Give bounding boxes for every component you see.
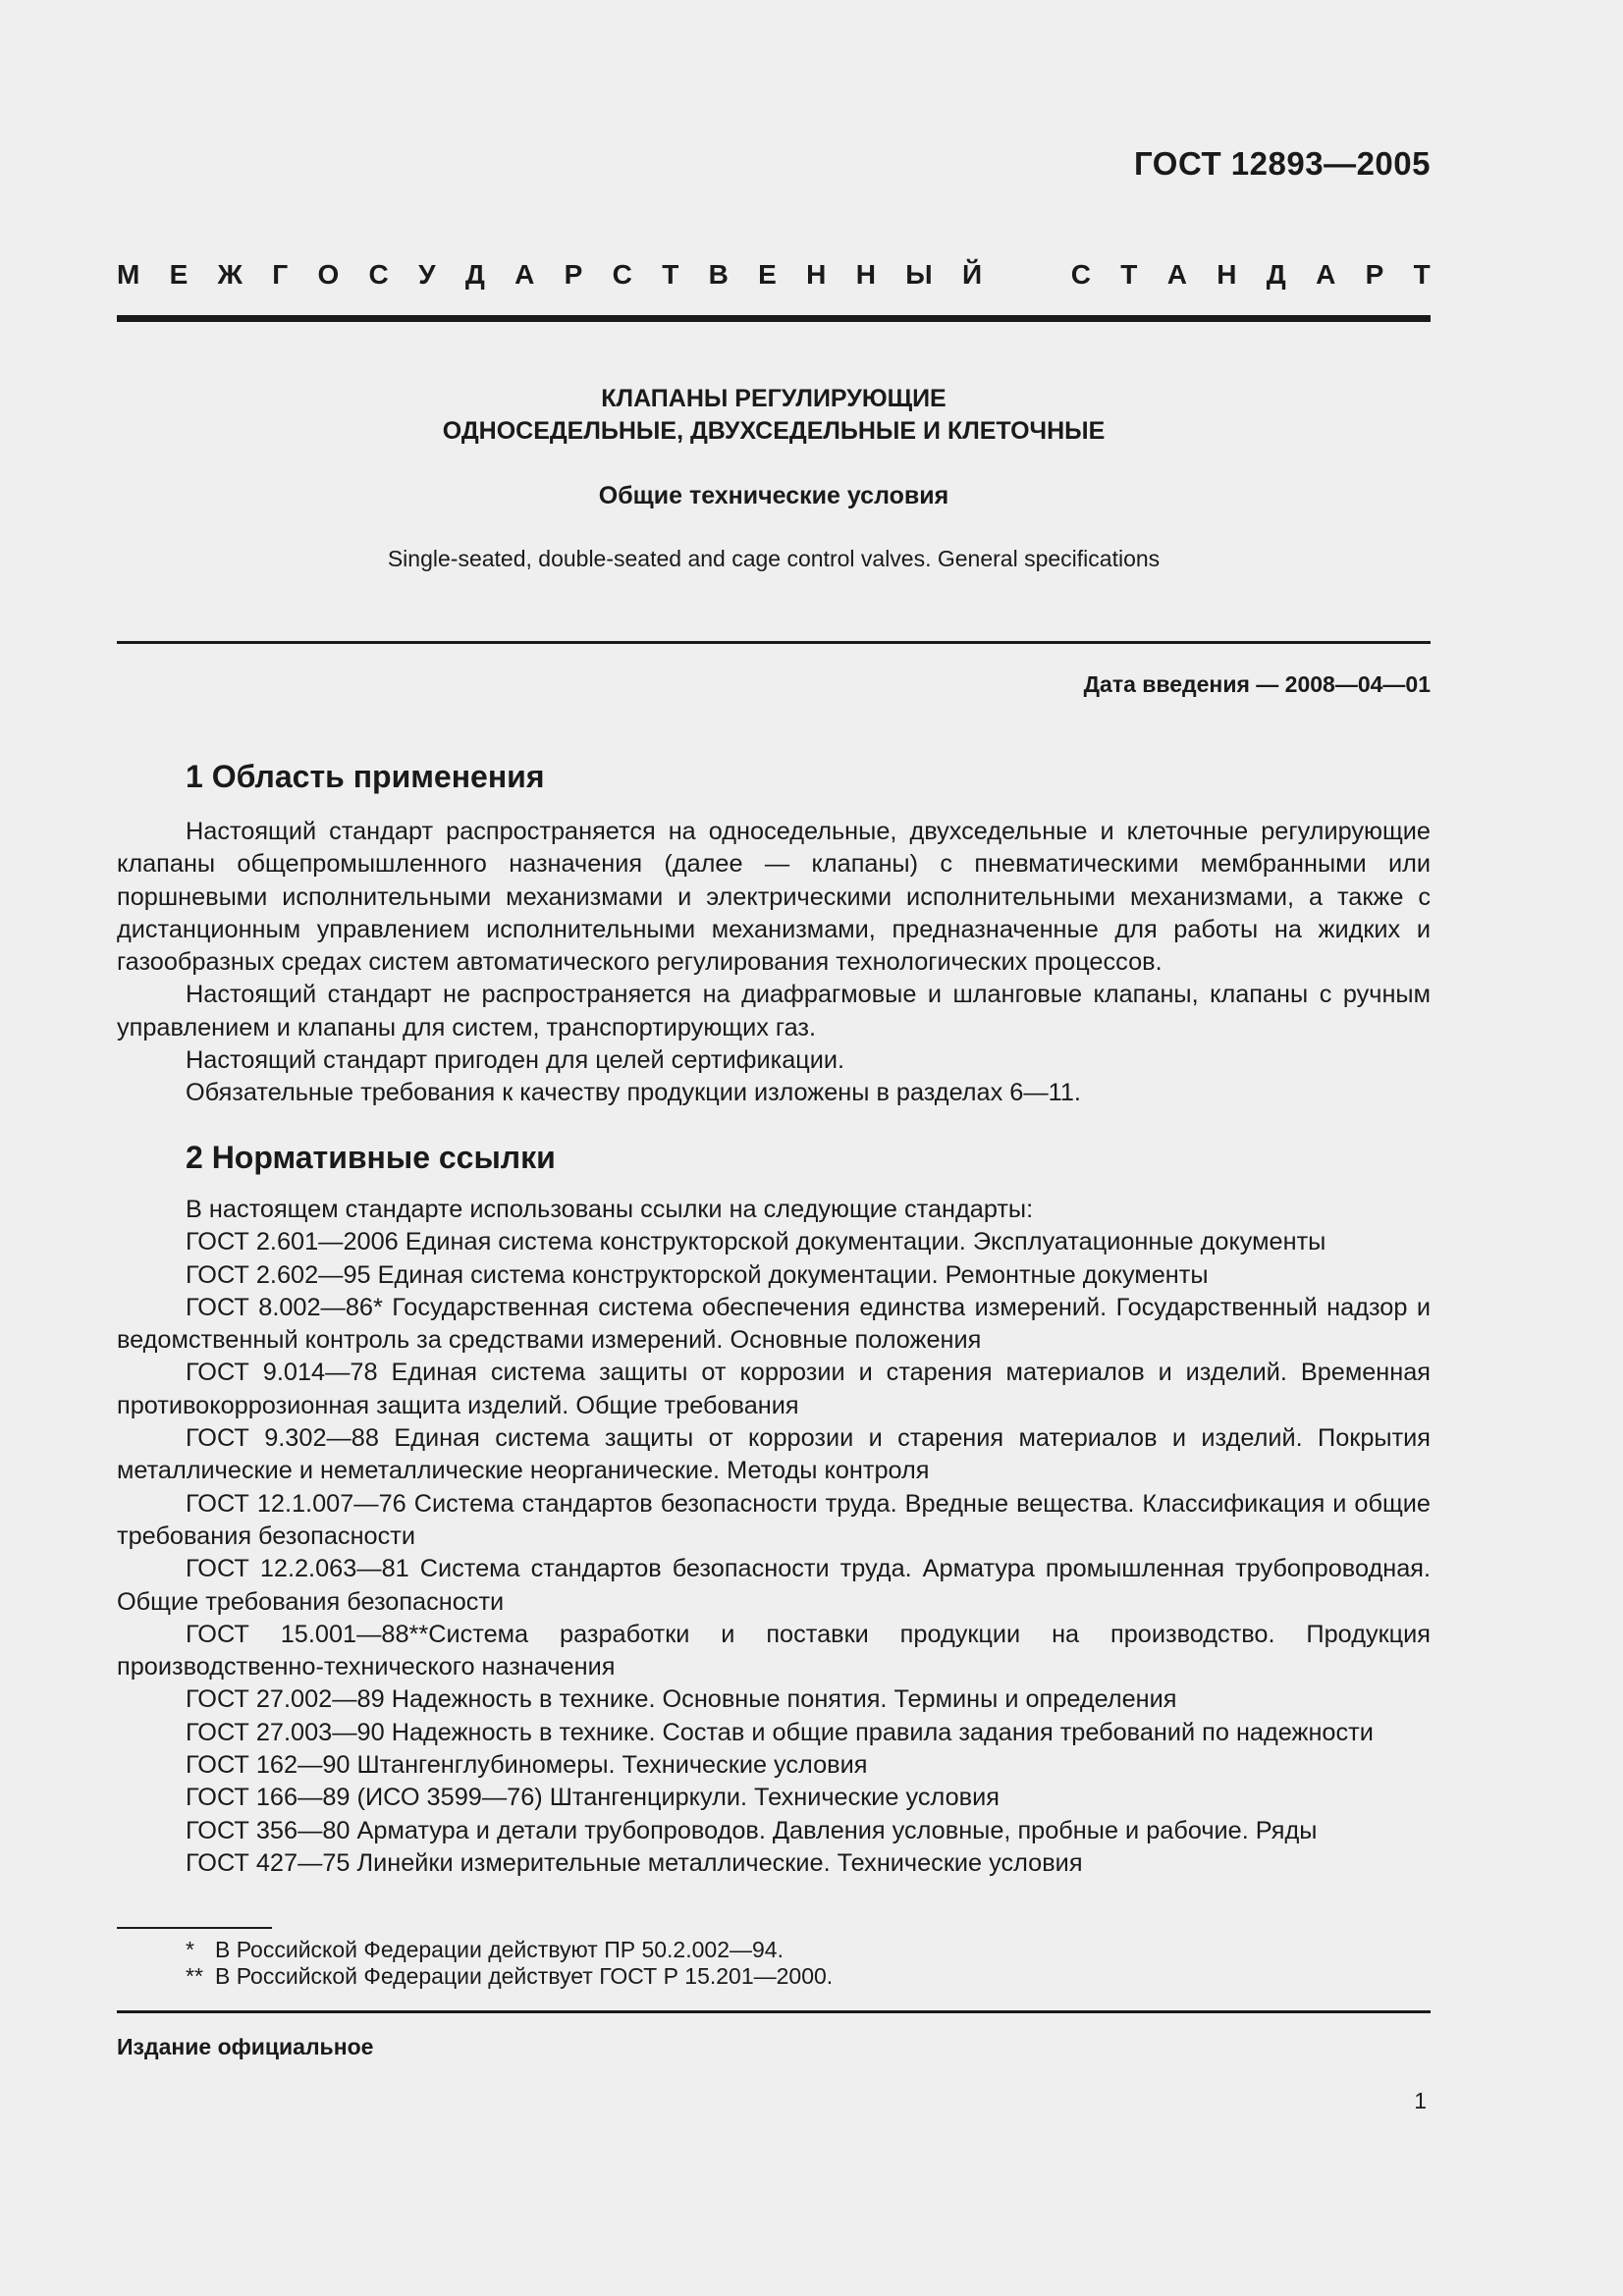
date-of-introduction: Дата введения — 2008—04—01 <box>1083 671 1431 697</box>
footnote-separator <box>117 1927 272 1929</box>
reference-item: ГОСТ 2.601—2006 Единая система конструкторской документации. Эксплуатационные документы <box>186 1228 1326 1256</box>
page-number: 1 <box>1414 2088 1427 2113</box>
banner-letter: Г <box>272 259 289 290</box>
reference-item: ГОСТ 15.001—88**Система разработки и поставки продукции на производство. Продукция производственно-технического назначения <box>117 1620 1431 1682</box>
reference-item: ГОСТ 427—75 Линейки измерительные металлические. Технические условия <box>186 1848 1083 1877</box>
banner-letter: А <box>1316 259 1336 290</box>
footnote <box>186 1963 833 1990</box>
references-intro: В настоящем стандарте использованы ссылки на следующие стандарты: <box>186 1196 1034 1223</box>
official-edition-label: Издание официальное <box>117 2034 374 2059</box>
section-2-body <box>117 1194 1431 1880</box>
banner-letter: Д <box>1266 259 1286 290</box>
banner-letter: Р <box>564 259 583 290</box>
banner-letter: Е <box>169 259 189 290</box>
banner-letter: У <box>418 259 436 290</box>
reference-item: ГОСТ 356—80 Арматура и детали трубопроводов. Давления условные, пробные и рабочие. Ряды <box>186 1816 1318 1844</box>
reference-item: ГОСТ 162—90 Штангенглубиномеры. Технические условия <box>186 1751 868 1780</box>
reference-item: ГОСТ 9.302—88 Единая система защиты от коррозии и старения материалов и изделий. Покрытия металлические и неметаллические неорганические. Методы контроля <box>117 1424 1431 1485</box>
section-2-heading: 2 Нормативные ссылки <box>186 1140 556 1175</box>
banner-letter: М <box>117 259 140 290</box>
banner-letter: Ы <box>905 259 933 290</box>
reference-item: ГОСТ 12.1.007—76 Система стандартов безопасности труда. Вредные вещества. Классификация и общие требования безопасности <box>117 1489 1431 1550</box>
document-subtitle: Общие технические условия <box>598 482 949 509</box>
section-1-paragraph: Настоящий стандарт распространяется на односедельные, двухседельные и клеточные регулирующие клапаны общепромышленного назначения (далее — клапаны) с пневматическими мембранными или поршневыми исполнительными механизмами и электрическими исполнительными механизмами, а также с дистанционным управлением исполнительными механизмами, предназначенные для работы на жидких и газообразных средах систем автоматического регулирования технологических процессов. <box>117 818 1431 977</box>
reference-item: ГОСТ 27.003—90 Надежность в технике. Состав и общие правила задания требований по надежности <box>186 1718 1374 1746</box>
english-title: Single-seated, double-seated and cage control valves. General specifications <box>387 546 1161 571</box>
footnotes <box>186 1937 833 1990</box>
banner-letter: Т <box>1120 259 1138 290</box>
banner-letter: Т <box>1413 259 1431 290</box>
reference-item: ГОСТ 8.002—86* Государственная система обеспечения единства измерений. Государственный надзор и ведомственный контроль за средствами измерений. Основные положения <box>117 1293 1431 1355</box>
title-divider-rule <box>117 641 1431 644</box>
banner-letter: С <box>1070 259 1091 290</box>
banner-letter: Е <box>758 259 777 290</box>
reference-item: ГОСТ 9.014—78 Единая система защиты от коррозии и старения материалов и изделий. Временная противокоррозионная защита изделий. Общие требования <box>117 1359 1431 1419</box>
banner-letter: В <box>708 259 729 290</box>
document-title <box>117 383 1431 448</box>
reference-item: ГОСТ 2.602—95 Единая система конструкторской документации. Ремонтные документы <box>186 1260 1209 1289</box>
section-1-body <box>117 816 1431 1110</box>
banner-letter: Н <box>1217 259 1237 290</box>
banner-letter: А <box>514 259 535 290</box>
banner-letter: С <box>612 259 632 290</box>
banner-letter: А <box>1166 259 1187 290</box>
reference-item: ГОСТ 166—89 (ИСО 3599—76) Штангенциркули. Технические условия <box>186 1784 1000 1812</box>
banner-word-gap <box>1011 259 1041 291</box>
header-thick-rule <box>117 315 1431 322</box>
section-1-paragraph: Обязательные требования к качеству продукции изложены в разделах 6—11. <box>186 1079 1081 1107</box>
interstate-standard-banner <box>117 259 1431 291</box>
banner-letter: С <box>368 259 389 290</box>
section-1-paragraph: Настоящий стандарт не распространяется на диафрагмовые и шланговые клапаны, клапаны с ручным управлением и клапаны для систем, транспортирующих газ. <box>117 981 1431 1041</box>
section-1-paragraph: Настоящий стандарт пригоден для целей сертификации. <box>186 1046 845 1075</box>
banner-letter: Н <box>806 259 827 290</box>
footnote-mark: * <box>186 1937 194 1962</box>
document-code: ГОСТ 12893—2005 <box>1134 145 1431 182</box>
banner-letter: Р <box>1365 259 1384 290</box>
banner-letter: Й <box>961 259 983 290</box>
reference-item: ГОСТ 27.002—89 Надежность в технике. Основные понятия. Термины и определения <box>186 1685 1177 1714</box>
banner-letter: Ж <box>217 259 243 290</box>
footnote-text: В Российской Федерации действуют ПР 50.2.002—94. <box>215 1937 784 1962</box>
banner-letter: Т <box>662 259 679 290</box>
banner-letter: Н <box>855 259 876 290</box>
title-line-2: ОДНОСЕДЕЛЬНЫЕ, ДВУХСЕДЕЛЬНЫЕ И КЛЕТОЧНЫЕ <box>442 417 1106 445</box>
footnote <box>186 1937 833 1963</box>
title-line-1: КЛАПАНЫ РЕГУЛИРУЮЩИЕ <box>601 385 947 412</box>
banner-letter: Д <box>464 259 485 290</box>
section-1-heading: 1 Область применения <box>186 759 545 794</box>
reference-item: ГОСТ 12.2.063—81 Система стандартов безопасности труда. Арматура промышленная трубопроводная. Общие требования безопасности <box>117 1555 1431 1616</box>
footnote-mark: ** <box>186 1963 203 1989</box>
footnote-text: В Российской Федерации действует ГОСТ Р 15.201—2000. <box>215 1963 834 1989</box>
footer-rule <box>117 2010 1431 2013</box>
banner-letter: О <box>317 259 340 290</box>
